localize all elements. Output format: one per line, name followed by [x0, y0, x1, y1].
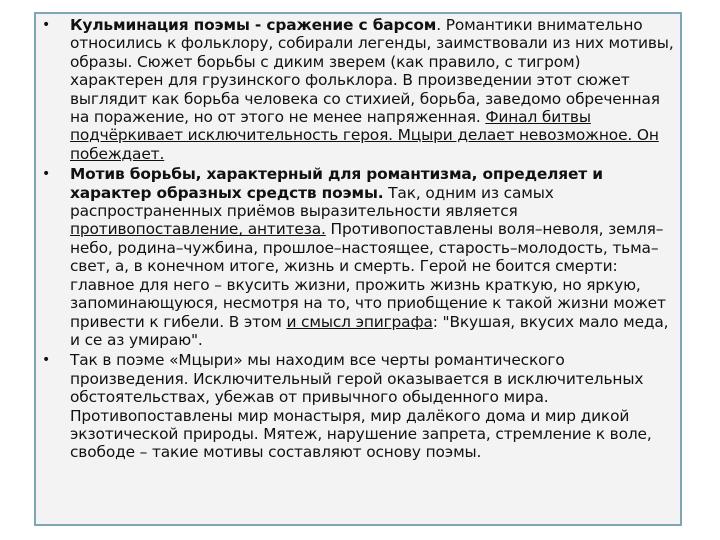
text-run: . Романтики внимательно относились к фольклору, собирали легенды, заимствовали из них мотивы, образы. Сюжет борьбы с диким зверем (как правило, с тигром) характерен для грузинского фольклора. В произведении этот сюжет выглядит как борьба человека со стихией, борьба, заведомо обреченная на поражение, но от этого не менее напряженная. [70, 16, 674, 127]
bullet-item-1 [38, 16, 678, 163]
heading-struggle-motif: Мотив борьбы, характерный для романтизма, определяет и характер образных средств поэмы. [70, 165, 603, 202]
bullet-dot-icon: • [42, 166, 51, 183]
text-run: Противопоставлены воля–неволя, земля–небо, родина–чужбина, прошлое–настоящее, старость–молодость, тьма–свет, а, в конечном итоге, жизнь и смерть. Герой не боится смерти: главное для него – вкусить жизни, прожить жизнь краткую, но яркую, запоминающуюся, несмотря на то, что приобщение к такой жизни может привести к гибели. В этом [70, 220, 666, 331]
text-run: Так, одним из самых распространенных приёмов выразительности является [70, 183, 554, 221]
text-run: Так в поэме «Мцыри» мы находим все черты романтического произведения. Исключительный герой оказывается в исключительных обстоятельствах, убежав от привычного обыденного мира. Противопоставлены мир монастыря, мир далёкого дома и мир дикой экзотической природы. Мятеж, нарушение запрета, стремление к воле, свободе – такие мотивы составляют основу поэмы. [70, 351, 652, 462]
underlined-text: Финал битвы подчёркивает исключительность героя. Мцыри делает невозможное. Он побеждает. [70, 108, 659, 163]
bullet-item-3 [38, 351, 678, 461]
bullet-dot-icon: • [42, 17, 51, 33]
slide-content [38, 16, 678, 464]
bullet-item-2 [38, 165, 678, 349]
bullet-list [38, 16, 678, 462]
underlined-text: и смысл эпиграфа [286, 312, 433, 331]
heading-climax: Кульминация поэмы - сражение с барсом [70, 16, 437, 34]
paragraph-2 [70, 165, 668, 349]
underlined-text: противопоставление, антитеза. [70, 220, 326, 239]
paragraph-3 [70, 351, 652, 461]
paragraph-1 [70, 16, 674, 163]
text-run: : "Вкушая, вкусих мало меда, и се аз умираю". [70, 312, 669, 349]
bullet-dot-icon: • [42, 352, 51, 369]
